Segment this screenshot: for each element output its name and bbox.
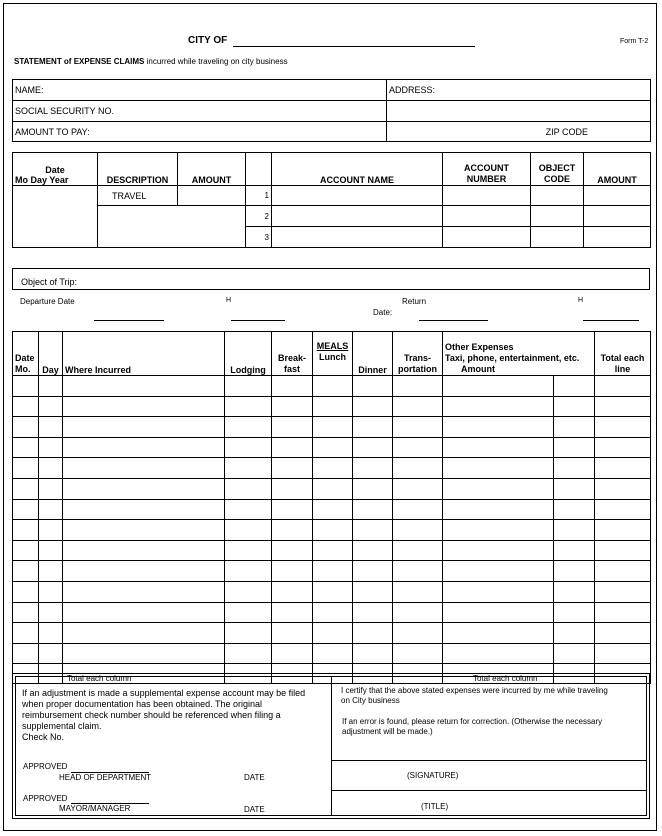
other-expense-amount-cell[interactable] [554,520,595,541]
breakfast-header: Break- fast [272,332,313,376]
amount-field[interactable] [13,122,387,142]
other-expense-desc-cell[interactable] [443,643,554,664]
day-cell[interactable] [39,417,63,438]
object-code-header: OBJECT CODE [531,153,584,186]
day-cell[interactable] [39,437,63,458]
day-cell[interactable] [39,540,63,561]
departure-date-line[interactable] [94,320,164,321]
transportation-cell[interactable] [393,376,443,397]
expense-row [13,520,651,541]
day-cell[interactable] [39,561,63,582]
form-id: Form T-2 [620,38,649,45]
other-expense-amount-cell[interactable] [554,437,595,458]
dinner-cell[interactable] [353,561,393,582]
date-header-cols: Mo Day Year [15,175,69,185]
lunch-cell[interactable] [313,520,353,541]
lunch-label: Lunch [319,352,346,362]
departure-label: Departure Date [20,297,75,306]
day-cell[interactable] [39,376,63,397]
lunch-cell[interactable] [313,396,353,417]
date-mo-cell[interactable] [13,561,39,582]
lunch-cell[interactable] [313,458,353,479]
footer-divider [331,676,332,816]
dinner-cell[interactable] [353,581,393,602]
line-total-cell[interactable] [595,458,651,479]
breakfast-cell[interactable] [272,581,313,602]
dinner-cell[interactable] [353,499,393,520]
account-number-cell[interactable] [443,186,531,206]
other-expense-amount-cell[interactable] [554,623,595,644]
line-total-cell[interactable] [595,581,651,602]
other-expense-desc-cell[interactable] [443,581,554,602]
other-expense-desc-cell[interactable] [443,396,554,417]
date-mo-cell[interactable] [13,499,39,520]
meals-header: MEALS [316,341,349,351]
account-amount-cell[interactable] [584,186,651,206]
return-time-line[interactable] [583,320,639,321]
other-expense-amount-cell[interactable] [554,376,595,397]
where-incurred-cell[interactable] [63,396,225,417]
lodging-cell[interactable] [225,396,272,417]
breakfast-cell[interactable] [272,643,313,664]
expense-row [13,499,651,520]
lunch-cell[interactable] [313,417,353,438]
breakfast-cell[interactable] [272,437,313,458]
h-marker-1: H [226,297,232,304]
other-expense-amount-cell[interactable] [554,417,595,438]
expense-row [13,417,651,438]
date-mo-cell[interactable] [13,540,39,561]
line-total-cell[interactable] [595,520,651,541]
accounts-table [12,152,651,248]
lodging-cell[interactable] [225,478,272,499]
expense-row [13,396,651,417]
lodging-cell[interactable] [225,602,272,623]
address-label: ADDRESS: [389,85,436,95]
footer-h-divider-2 [331,790,647,791]
dinner-cell[interactable] [353,376,393,397]
other-expense-amount-cell[interactable] [554,602,595,623]
return-date-line[interactable] [419,320,488,321]
travel-amount-cell[interactable] [178,186,246,206]
where-incurred-cell[interactable] [63,643,225,664]
name-field[interactable] [13,80,387,101]
expense-row [13,581,651,602]
expense-row [13,602,651,623]
line-total-cell[interactable] [595,376,651,397]
head-dept-label: HEAD OF DEPARTMENT [59,773,152,782]
where-incurred-cell[interactable] [63,581,225,602]
other-expense-amount-cell[interactable] [554,540,595,561]
total-each-line-header: Total each line [595,332,651,376]
transportation-cell[interactable] [393,561,443,582]
transportation-cell[interactable] [393,417,443,438]
description-blank-cell [98,206,246,248]
dinner-cell[interactable] [353,478,393,499]
other-expenses-header [443,332,595,376]
travel-label: TRAVEL [112,190,147,201]
day-cell[interactable] [39,581,63,602]
date-mo-cell[interactable] [13,623,39,644]
dinner-cell[interactable] [353,417,393,438]
statement-rest: incurred while traveling on city business [146,57,288,66]
date-mo-cell[interactable] [13,396,39,417]
footer-box [12,673,650,819]
error-line: adjustment will be made.) [342,727,433,736]
transportation-cell[interactable] [393,396,443,417]
expense-table [12,331,651,684]
date-header-top: Date [45,165,65,175]
other-expense-desc-cell[interactable] [443,478,554,499]
where-incurred-cell[interactable] [63,376,225,397]
line-total-cell[interactable] [595,396,651,417]
expense-row [13,478,651,499]
date-label-1: DATE [244,773,265,782]
lunch-cell[interactable] [313,499,353,520]
date-mo-cell[interactable] [13,520,39,541]
date-mo-cell[interactable] [13,458,39,479]
account-name-cell[interactable] [272,186,443,206]
other-expense-desc-cell[interactable] [443,602,554,623]
account-amount-cell[interactable] [584,206,651,227]
other-expense-desc-cell[interactable] [443,561,554,582]
lodging-cell[interactable] [225,499,272,520]
lunch-header [313,332,353,376]
transportation-cell[interactable] [393,643,443,664]
where-incurred-cell[interactable] [63,417,225,438]
expense-rows [13,376,651,664]
day-cell[interactable] [39,623,63,644]
certify-text [341,686,608,706]
other-expenses-sub: Taxi, phone, entertainment, etc. [445,353,580,363]
line-total-cell[interactable] [595,602,651,623]
account-number-header: ACCOUNT NUMBER [443,153,531,186]
amount2-header: AMOUNT [584,153,651,186]
claimant-table [12,79,651,142]
lodging-cell[interactable] [225,581,272,602]
lunch-cell[interactable] [313,561,353,582]
account-name-cell[interactable] [272,206,443,227]
dinner-cell[interactable] [353,623,393,644]
amount-header: AMOUNT [178,153,246,186]
lunch-cell[interactable] [313,376,353,397]
where-incurred-cell[interactable] [63,437,225,458]
day-cell[interactable] [39,602,63,623]
line-total-cell[interactable] [595,478,651,499]
lunch-cell[interactable] [313,581,353,602]
other-expense-amount-cell[interactable] [554,478,595,499]
approved-label-1: APPROVED [23,762,68,771]
line-total-cell[interactable] [595,540,651,561]
transportation-cell[interactable] [393,520,443,541]
account-number-cell[interactable] [443,206,531,227]
transportation-cell[interactable] [393,540,443,561]
other-expense-amount-cell[interactable] [554,396,595,417]
dinner-cell[interactable] [353,458,393,479]
day-cell[interactable] [39,478,63,499]
total-each-column-left: Total each column [63,664,225,684]
h-marker-2: H [578,297,584,304]
adjustment-line: reimbursement check number should be referenced when filing a [22,710,281,720]
lunch-cell[interactable] [313,602,353,623]
transportation-cell[interactable] [393,458,443,479]
expense-row [13,643,651,664]
transportation-cell[interactable] [393,499,443,520]
other-expense-desc-cell[interactable] [443,520,554,541]
footer-h-divider-1 [331,760,647,761]
date-mo-cell[interactable] [13,376,39,397]
mayor-label: MAYOR/MANAGER [59,804,131,813]
where-incurred-cell[interactable] [63,561,225,582]
adjustment-line: supplemental claim. [22,721,102,731]
other-expense-desc-cell[interactable] [443,540,554,561]
expense-row [13,458,651,479]
error-line: If an error is found, please return for correction. (Otherwise the necessary [342,717,603,726]
statement-bold: STATEMENT of EXPENSE CLAIMS [14,57,145,66]
statement-heading [14,57,288,66]
row-number: 2 [246,206,272,227]
expense-row [13,561,651,582]
lunch-cell[interactable] [313,623,353,644]
lodging-cell[interactable] [225,520,272,541]
where-incurred-cell[interactable] [63,499,225,520]
breakfast-cell[interactable] [272,376,313,397]
lodging-cell[interactable] [225,437,272,458]
dinner-cell[interactable] [353,643,393,664]
line-total-cell[interactable] [595,561,651,582]
transportation-header: Trans- portation [393,332,443,376]
lunch-cell[interactable] [313,478,353,499]
transportation-cell[interactable] [393,581,443,602]
lunch-cell[interactable] [313,437,353,458]
lunch-cell[interactable] [313,540,353,561]
dinner-header: Dinner [353,332,393,376]
lunch-cell[interactable] [313,643,353,664]
line-total-cell[interactable] [595,437,651,458]
amount-label: AMOUNT TO PAY: [15,126,90,137]
expense-row [13,623,651,644]
line-total-cell[interactable] [595,499,651,520]
other-expense-desc-cell[interactable] [443,499,554,520]
where-incurred-cell[interactable] [63,623,225,644]
other-expense-amount-cell[interactable] [554,458,595,479]
city-name-line[interactable] [233,46,475,47]
day-cell[interactable] [39,458,63,479]
where-incurred-cell[interactable] [63,602,225,623]
lodging-cell[interactable] [225,458,272,479]
object-of-trip-field[interactable] [12,268,650,290]
description-header: DESCRIPTION [98,153,178,186]
transportation-cell[interactable] [393,623,443,644]
adjustment-line: If an adjustment is made a supplemental expense account may be filed [22,688,306,698]
other-expense-desc-cell[interactable] [443,623,554,644]
dinner-cell[interactable] [353,540,393,561]
dinner-cell[interactable] [353,437,393,458]
dinner-cell[interactable] [353,396,393,417]
where-incurred-cell[interactable] [63,478,225,499]
expense-row [13,376,651,397]
date-cell[interactable] [13,186,98,248]
breakfast-cell[interactable] [272,602,313,623]
other-expenses-amount: Amount [461,364,495,374]
check-no-label: Check No. [22,732,65,742]
return-date-label: Date: [373,308,393,317]
day-cell[interactable] [39,520,63,541]
lodging-cell[interactable] [225,417,272,438]
date-label-2: DATE [244,805,265,814]
date-mo-header: Date Mo. [13,332,39,376]
breakfast-cell[interactable] [272,561,313,582]
address-line-2[interactable] [387,101,651,122]
row-number: 1 [246,186,272,206]
lodging-cell[interactable] [225,376,272,397]
dinner-cell[interactable] [353,520,393,541]
lodging-cell[interactable] [225,540,272,561]
account-number-cell[interactable] [443,227,531,248]
breakfast-cell[interactable] [272,417,313,438]
return-label: Return [402,297,427,306]
date-mo-cell[interactable] [13,478,39,499]
account-name-header: ACCOUNT NAME [272,153,443,186]
transportation-cell[interactable] [393,478,443,499]
date-mo-cell[interactable] [13,437,39,458]
other-expense-desc-cell[interactable] [443,417,554,438]
title-label: (TITLE) [421,802,449,811]
zip-field[interactable] [387,122,651,142]
breakfast-cell[interactable] [272,520,313,541]
address-field[interactable] [387,80,651,101]
lodging-cell[interactable] [225,561,272,582]
line-total-cell[interactable] [595,623,651,644]
day-cell[interactable] [39,643,63,664]
breakfast-cell[interactable] [272,478,313,499]
ssn-field[interactable] [13,101,387,122]
lodging-cell[interactable] [225,623,272,644]
object-code-cell[interactable] [531,227,584,248]
signature-label: (SIGNATURE) [407,771,459,780]
error-text [342,717,602,737]
breakfast-cell[interactable] [272,623,313,644]
where-incurred-cell[interactable] [63,458,225,479]
breakfast-cell[interactable] [272,540,313,561]
date-mo-cell[interactable] [13,417,39,438]
breakfast-cell[interactable] [272,396,313,417]
adjustment-text [22,688,305,743]
object-of-trip-label: Object of Trip: [21,277,78,287]
day-cell[interactable] [39,499,63,520]
total-each-column-right: Total each column [443,664,554,684]
other-expense-desc-cell[interactable] [443,376,554,397]
adjustment-line: when proper documentation has been obtained. The original [22,699,263,709]
line-total-cell[interactable] [595,643,651,664]
city-label: CITY OF [188,35,228,46]
account-amount-cell[interactable] [584,227,651,248]
row-number: 3 [246,227,272,248]
where-incurred-cell[interactable] [63,520,225,541]
zip-label: ZIP CODE [545,126,588,137]
lodging-header: Lodging [225,332,272,376]
other-expense-amount-cell[interactable] [554,561,595,582]
day-cell[interactable] [39,396,63,417]
where-incurred-header: Where Incurred [63,332,225,376]
blank-header [246,153,272,186]
other-expenses-title: Other Expenses [445,342,514,352]
other-expense-desc-cell[interactable] [443,458,554,479]
ssn-label: SOCIAL SECURITY NO. [15,106,115,116]
date-mo-cell[interactable] [13,602,39,623]
breakfast-cell[interactable] [272,458,313,479]
other-expense-amount-cell[interactable] [554,643,595,664]
departure-time-line[interactable] [231,320,285,321]
other-expense-amount-cell[interactable] [554,581,595,602]
certify-line: on City business [341,696,400,705]
dinner-cell[interactable] [353,602,393,623]
transportation-cell[interactable] [393,602,443,623]
expense-row [13,540,651,561]
where-incurred-cell[interactable] [63,540,225,561]
account-name-cell[interactable] [272,227,443,248]
day-header: Day [39,332,63,376]
date-mo-cell[interactable] [13,581,39,602]
name-label: NAME: [15,85,44,95]
expense-row [13,437,651,458]
other-expense-amount-cell[interactable] [554,499,595,520]
date-header [13,153,98,186]
object-code-cell[interactable] [531,206,584,227]
certify-line: I certify that the above stated expenses were incurred by me while traveling [341,686,608,695]
object-code-cell[interactable] [531,186,584,206]
other-expense-desc-cell[interactable] [443,437,554,458]
lodging-cell[interactable] [225,643,272,664]
transportation-cell[interactable] [393,437,443,458]
travel-cell [98,186,178,206]
line-total-cell[interactable] [595,417,651,438]
approved-label-2: APPROVED [23,794,68,803]
breakfast-cell[interactable] [272,499,313,520]
date-mo-cell[interactable] [13,643,39,664]
